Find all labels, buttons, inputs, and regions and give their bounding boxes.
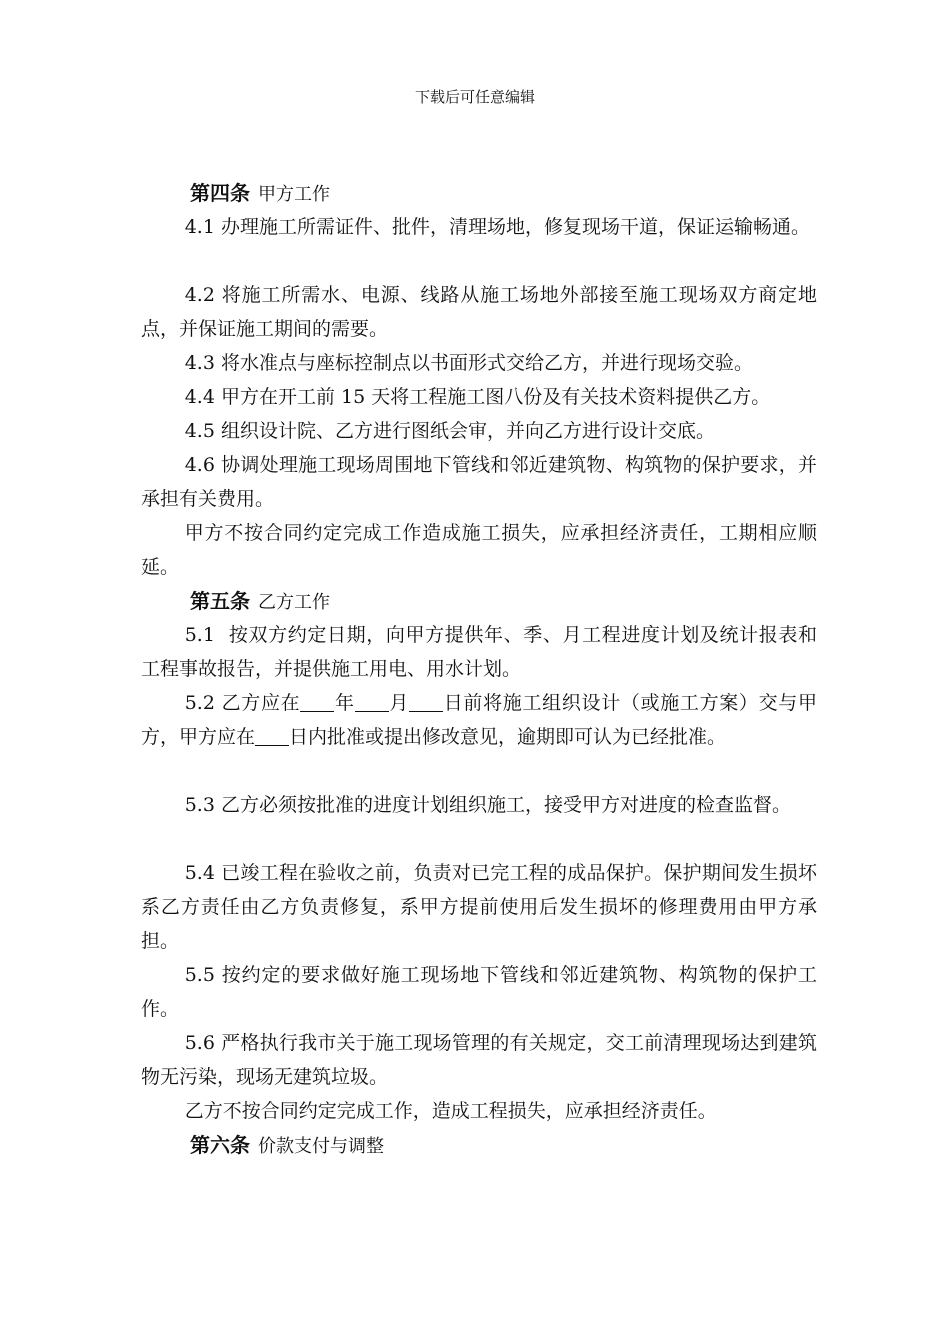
section-heading-6 [141, 1128, 817, 1162]
page-header: 下载后可任意编辑 [414, 88, 535, 106]
clause-5-5: 5.5 按约定的要求做好施工现场地下管线和邻近建筑物、构筑物的保护工作。 [141, 964, 817, 1020]
blank-month[interactable] [355, 692, 389, 712]
clause-text-part: 日内批准或提出修改意见，逾期即可认为已经批准。 [289, 726, 727, 748]
clause-text: 按双方约定日期，向甲方提供年、季、月工程进度计划及统计报表和工程事故报告，并提供施工用电、用水计划。 [141, 624, 817, 680]
clause-4-2: 4.2 将施工所需水、电源、线路从施工场地外部接至施工现场双方商定地点，并保证施工期间的需要。 [141, 284, 817, 340]
clause-5-1 [141, 618, 817, 686]
clause-number: 5.1 [184, 624, 215, 646]
section-title: 价款支付与调整 [258, 1136, 384, 1157]
clause-4-liability: 甲方不按合同约定完成工作造成施工损失，应承担经济责任，工期相应顺延。 [141, 522, 817, 578]
section-heading-4 [141, 176, 817, 210]
section-number: 第四条 [190, 181, 250, 205]
clause-4-6: 4.6 协调处理施工现场周围地下管线和邻近建筑物、构筑物的保护要求，并承担有关费用。 [141, 454, 817, 510]
clause-5-4: 5.4 已竣工程在验收之前，负责对已完工程的成品保护。保护期间发生损坏系乙方责任由乙方负责修复，系甲方提前使用后发生损坏的修理费用由甲方承担。 [141, 862, 817, 952]
blank-days[interactable] [255, 726, 289, 746]
clause-text-part: 5.2 乙方应在 [184, 692, 301, 714]
clause-5-liability: 乙方不按合同约定完成工作，造成工程损失，应承担经济责任。 [184, 1100, 717, 1122]
clause-text-part: 年 [334, 692, 355, 714]
blank-day[interactable] [409, 692, 443, 712]
section-title: 乙方工作 [258, 592, 330, 613]
blank-year[interactable] [300, 692, 334, 712]
clause-4-3: 4.3 将水准点与座标控制点以书面形式交给乙方，并进行现场交验。 [184, 352, 753, 374]
clause-text-part: 月 [388, 692, 410, 714]
clause-4-4: 4.4 甲方在开工前 15 天将工程施工图八份及有关技术资料提供乙方。 [184, 386, 771, 408]
section-heading-5 [141, 584, 817, 618]
clause-5-3: 5.3 乙方必须按批准的进度计划组织施工，接受甲方对进度的检查监督。 [184, 794, 791, 816]
clause-5-6: 5.6 严格执行我市关于施工现场管理的有关规定，交工前清理现场达到建筑物无污染，现场无建筑垃圾。 [141, 1032, 817, 1088]
section-number: 第六条 [190, 1133, 250, 1157]
section-number: 第五条 [190, 589, 250, 613]
clause-5-2 [141, 686, 817, 788]
clause-4-5: 4.5 组织设计院、乙方进行图纸会审，并向乙方进行设计交底。 [184, 420, 715, 442]
clause-text-part: 日前将施工组织设计（或施工方案）交与甲方，甲方应在 [141, 692, 817, 748]
section-title: 甲方工作 [258, 184, 330, 205]
clause-4-1: 4.1 办理施工所需证件、批件，清理场地，修复现场干道，保证运输畅通。 [184, 216, 810, 238]
document-body [141, 176, 817, 1162]
